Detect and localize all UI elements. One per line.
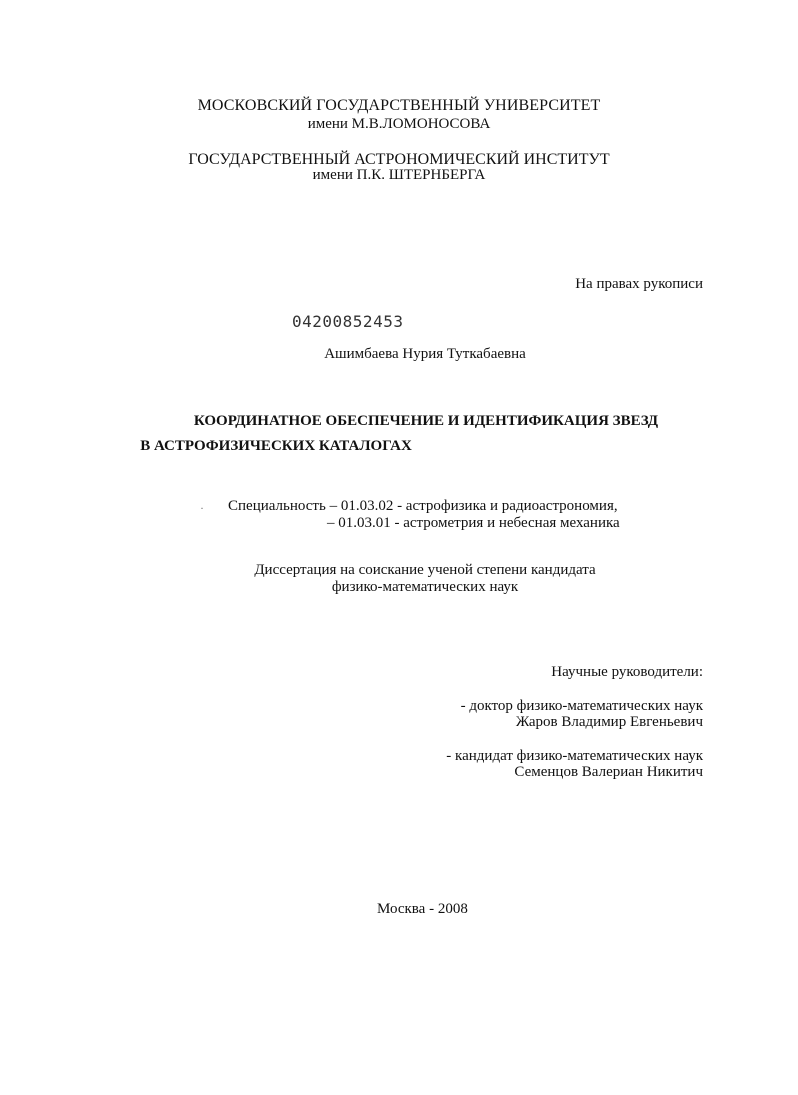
university-name: МОСКОВСКИЙ ГОСУДАРСТВЕННЫЙ УНИВЕРСИТЕТ bbox=[197, 97, 601, 114]
author-name: Ашимбаева Нурия Туткабаевна bbox=[324, 346, 526, 362]
specialty-line-2: – 01.03.01 - астрометрия и небесная механика bbox=[327, 515, 620, 531]
supervisor-2-name: Семенцов Валериан Никитич bbox=[514, 764, 703, 780]
institute-name: ГОСУДАРСТВЕННЫЙ АСТРОНОМИЧЕСКИЙ ИНСТИТУТ bbox=[188, 151, 610, 168]
dissertation-degree-line-1: Диссертация на соискание ученой степени кандидата bbox=[254, 562, 596, 578]
supervisor-1-name: Жаров Владимир Евгеньевич bbox=[515, 714, 703, 730]
manuscript-rights-note: На правах рукописи bbox=[575, 276, 703, 292]
supervisor-2-degree: - кандидат физико-математических наук bbox=[446, 748, 703, 764]
supervisor-1-degree: - доктор физико-математических наук bbox=[460, 698, 703, 714]
stray-dot-mark: · bbox=[200, 501, 204, 515]
institute-named-after: имени П.К. ШТЕРНБЕРГА bbox=[312, 167, 486, 183]
supervisors-heading: Научные руководители: bbox=[551, 664, 703, 680]
dissertation-title-line-2: В АСТРОФИЗИЧЕСКИХ КАТАЛОГАХ bbox=[140, 438, 412, 454]
dissertation-title-line-1: КООРДИНАТНОЕ ОБЕСПЕЧЕНИЕ И ИДЕНТИФИКАЦИЯ ЗВЕЗД bbox=[193, 413, 659, 429]
university-named-after: имени М.В.ЛОМОНОСОВА bbox=[307, 116, 491, 132]
specialty-line-1: Специальность – 01.03.02 - астрофизика и радиоастрономия, bbox=[228, 498, 618, 514]
city-year: Москва - 2008 bbox=[377, 901, 468, 917]
catalog-code-stamp: 04200852453 bbox=[292, 312, 404, 331]
dissertation-degree-line-2: физико-математических наук bbox=[331, 579, 519, 595]
